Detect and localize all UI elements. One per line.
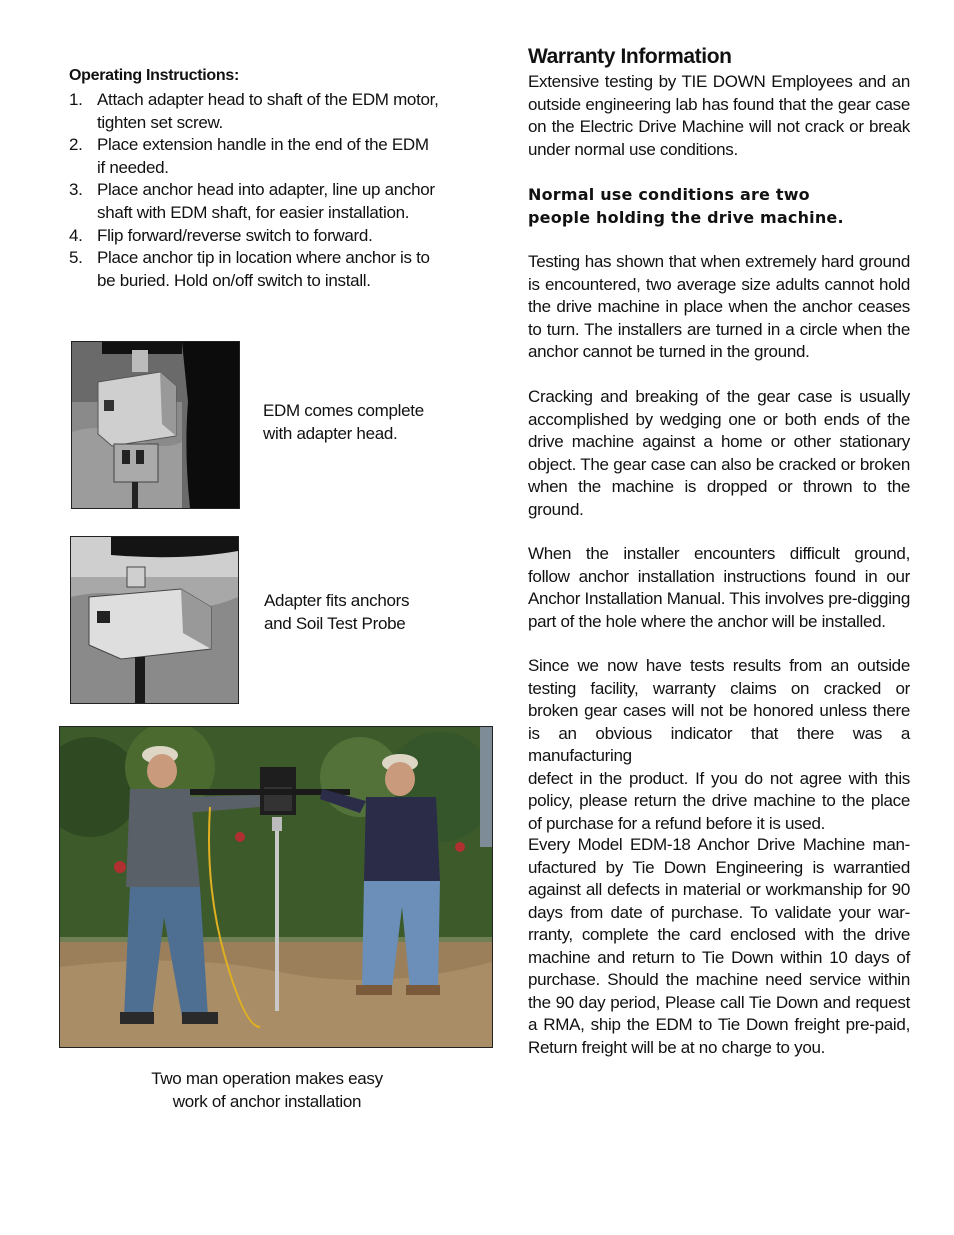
list-item: 2. Place extension handle in the end of the EDM if needed.	[69, 135, 429, 177]
testing-paragraph: Testing has shown that when extremely hard ground is encountered, two average size adults cannot hold the drive machine in place when the anchor ceases to turn. The installers are turned in a circle when the anchor cannot be turned in the ground.	[528, 252, 910, 361]
adapter-photo-illustration	[71, 537, 238, 703]
cracking-paragraph: Cracking and breaking of the gear case is usually accomplished by wedging one or both ends of the drive machine against a home or other stationary object. The gear case can also be cracked or broken when the machine is dropped or thrown to the ground.	[528, 387, 910, 519]
list-item: 3. Place anchor head into adapter, line up anchor shaft with EDM shaft, for easier installation.	[69, 180, 435, 222]
caption-edm-adapter: EDM comes complete with adapter head.	[263, 401, 424, 443]
list-item: 1. Attach adapter head to shaft of the EDM motor, tighten set screw.	[69, 90, 439, 132]
list-item: 4. Flip forward/reverse switch to forward.	[69, 225, 373, 245]
warranty-terms-paragraph: Every Model EDM-18 Anchor Drive Machine man- ufactured by Tie Down Engineering is warrantied against all defects in material or workmanship for 90 days from date of purchase. To validate your war- rranty, complete the card enclosed with the drive machine and return to Tie Down within 10 days of purchase. Should the machine need service within the 90 day period, Please call Tie Down and request a RMA, ship the EDM to Tie Down freight pre-paid, Return freight will be at no charge to you.	[528, 835, 910, 1057]
caption-adapter-anchors: Adapter fits anchors and Soil Test Probe	[264, 591, 410, 633]
list-item: 5. Place anchor tip in location where anchor is to be buried. Hold on/off switch to install.	[69, 248, 430, 290]
photo-two-man-operation	[59, 726, 493, 1048]
edm-photo-illustration	[72, 342, 239, 508]
photo-edm-adapter-head	[71, 341, 240, 509]
operating-steps-list	[69, 89, 459, 292]
warranty-title: Warranty Information	[528, 45, 732, 68]
photo-adapter-anchors	[70, 536, 239, 704]
difficult-ground-paragraph: When the installer encounters difficult ground, follow anchor installation instructions found in our Anchor Installation Manual. This involves pre-digging part of the hole where the anchor will be installed.	[528, 544, 910, 631]
warranty-intro: Extensive testing by TIE DOWN Employees and an outside engineering lab has found that the gear case on the Electric Drive Machine will not crack or break under normal use conditions.	[528, 72, 910, 159]
operating-instructions-heading: Operating Instructions:	[69, 67, 239, 84]
two-man-photo-illustration	[60, 727, 492, 1047]
normal-use-conditions: Normal use conditions are two people holding the drive machine.	[528, 185, 844, 227]
caption-two-man: Two man operation makes easy work of anchor installation	[151, 1069, 383, 1111]
warranty-claims-paragraph: Since we now have tests results from an outside testing facility, warranty claims on cracked or broken gear cases will not be honored unless there is an obvious indicator that there was a manufacturing defect in the product. If you do not agree with this policy, please return the drive machine to the place of purchase for a refund before it is used.	[528, 656, 910, 833]
